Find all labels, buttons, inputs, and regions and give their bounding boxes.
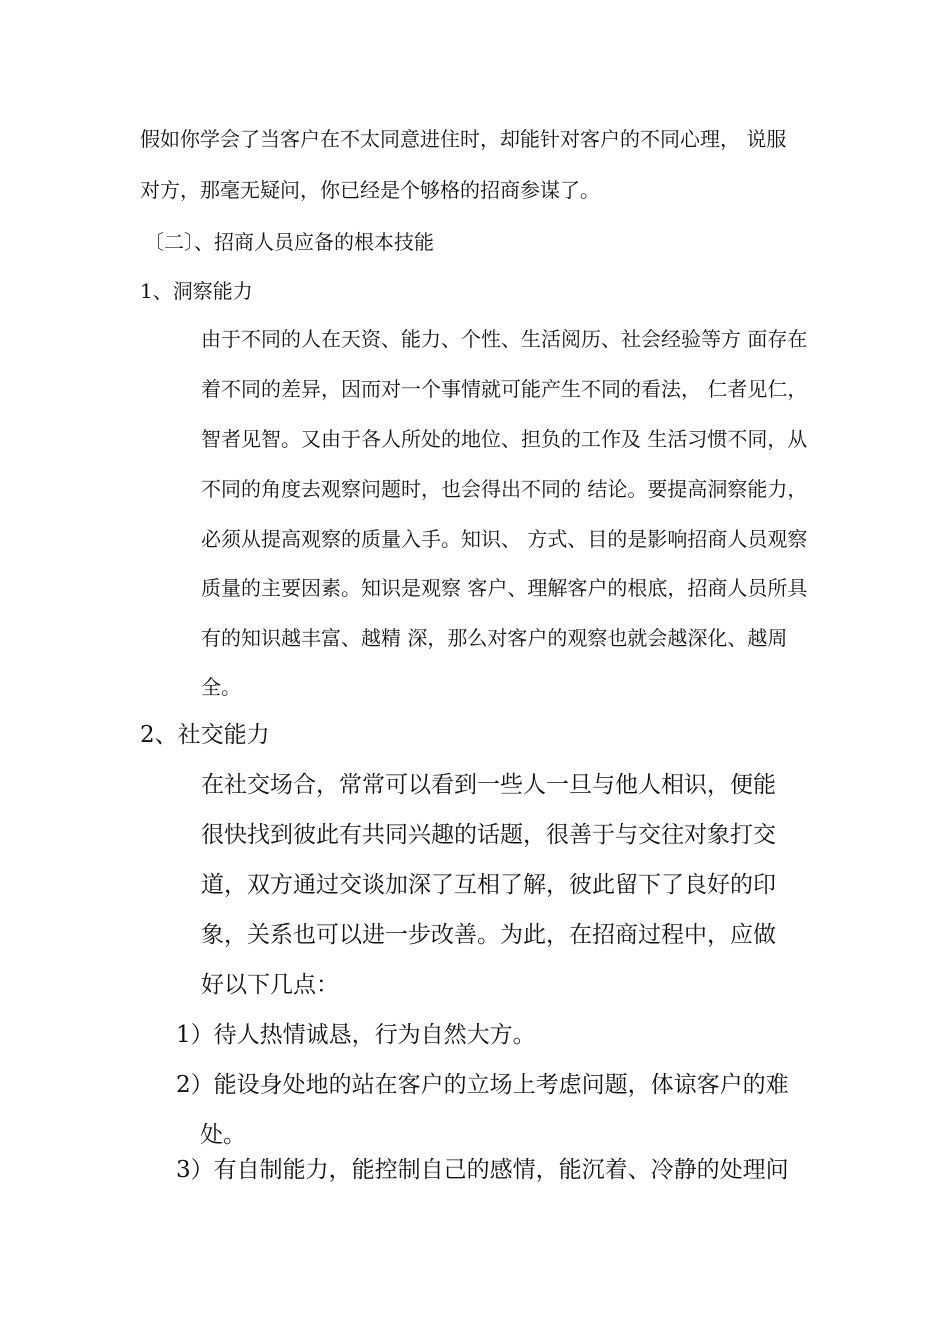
item2-heading: 2、社交能力 <box>140 722 270 748</box>
item1-paragraph-line: 智者见智。又由于各人所处的地位、担负的工作及 生活习惯不同，从 <box>201 427 808 451</box>
item2-point: 3）有自制能力，能控制自己的感情，能沉着、冷静的处理问 <box>176 1157 789 1183</box>
item1-paragraph-line: 质量的主要因素。知识是观察 客户、理解客户的根底，招商人员所具 <box>201 576 808 600</box>
item1-paragraph-line: 有的知识越丰富、越精 深，那么对客户的观察也就会越深化、越周 <box>201 626 788 650</box>
intro-line-1: 假如你学会了当客户在不太同意进住时，却能针对客户的不同心理， 说服 <box>140 127 787 151</box>
intro-line-2: 对方，那毫无疑问，你已经是个够格的招商参谋了。 <box>140 178 600 202</box>
item1-paragraph-line: 全。 <box>201 675 241 699</box>
item2-point: 1）待人热情诚恳，行为自然大方。 <box>176 1022 536 1048</box>
item1-heading: 1、洞察能力 <box>140 279 253 303</box>
item2-point: 2）能设身处地的站在客户的立场上考虑问题，体谅客户的难 <box>176 1072 789 1098</box>
item2-paragraph-line: 道，双方通过交谈加深了互相了解，彼此留下了良好的印 <box>201 872 776 898</box>
item1-paragraph-line: 不同的角度去观察问题时，也会得出不同的 结论。要提高洞察能力， <box>201 477 808 501</box>
item1-paragraph-line: 由于不同的人在天资、能力、个性、生活阅历、社会经验等方 面存在 <box>201 327 808 351</box>
item1-paragraph-line: 必须从提高观察的质量入手。知识、 方式、目的是影响招商人员观察 <box>201 527 808 551</box>
item2-paragraph-line: 象，关系也可以进一步改善。为此，在招商过程中，应做 <box>201 922 776 948</box>
section-heading: 〔二〕、招商人员应备的根本技能 <box>144 230 434 254</box>
item2-paragraph-line: 很快找到彼此有共同兴趣的话题，很善于与交往对象打交 <box>201 822 776 848</box>
item2-point-continuation: 处。 <box>200 1122 246 1148</box>
item1-paragraph-line: 着不同的差异，因而对一个事情就可能产生不同的看法， 仁者见仁， <box>201 377 808 401</box>
item2-paragraph-line: 好以下几点： <box>201 972 339 998</box>
item2-paragraph-line: 在社交场合，常常可以看到一些人一旦与他人相识，便能 <box>201 772 776 798</box>
